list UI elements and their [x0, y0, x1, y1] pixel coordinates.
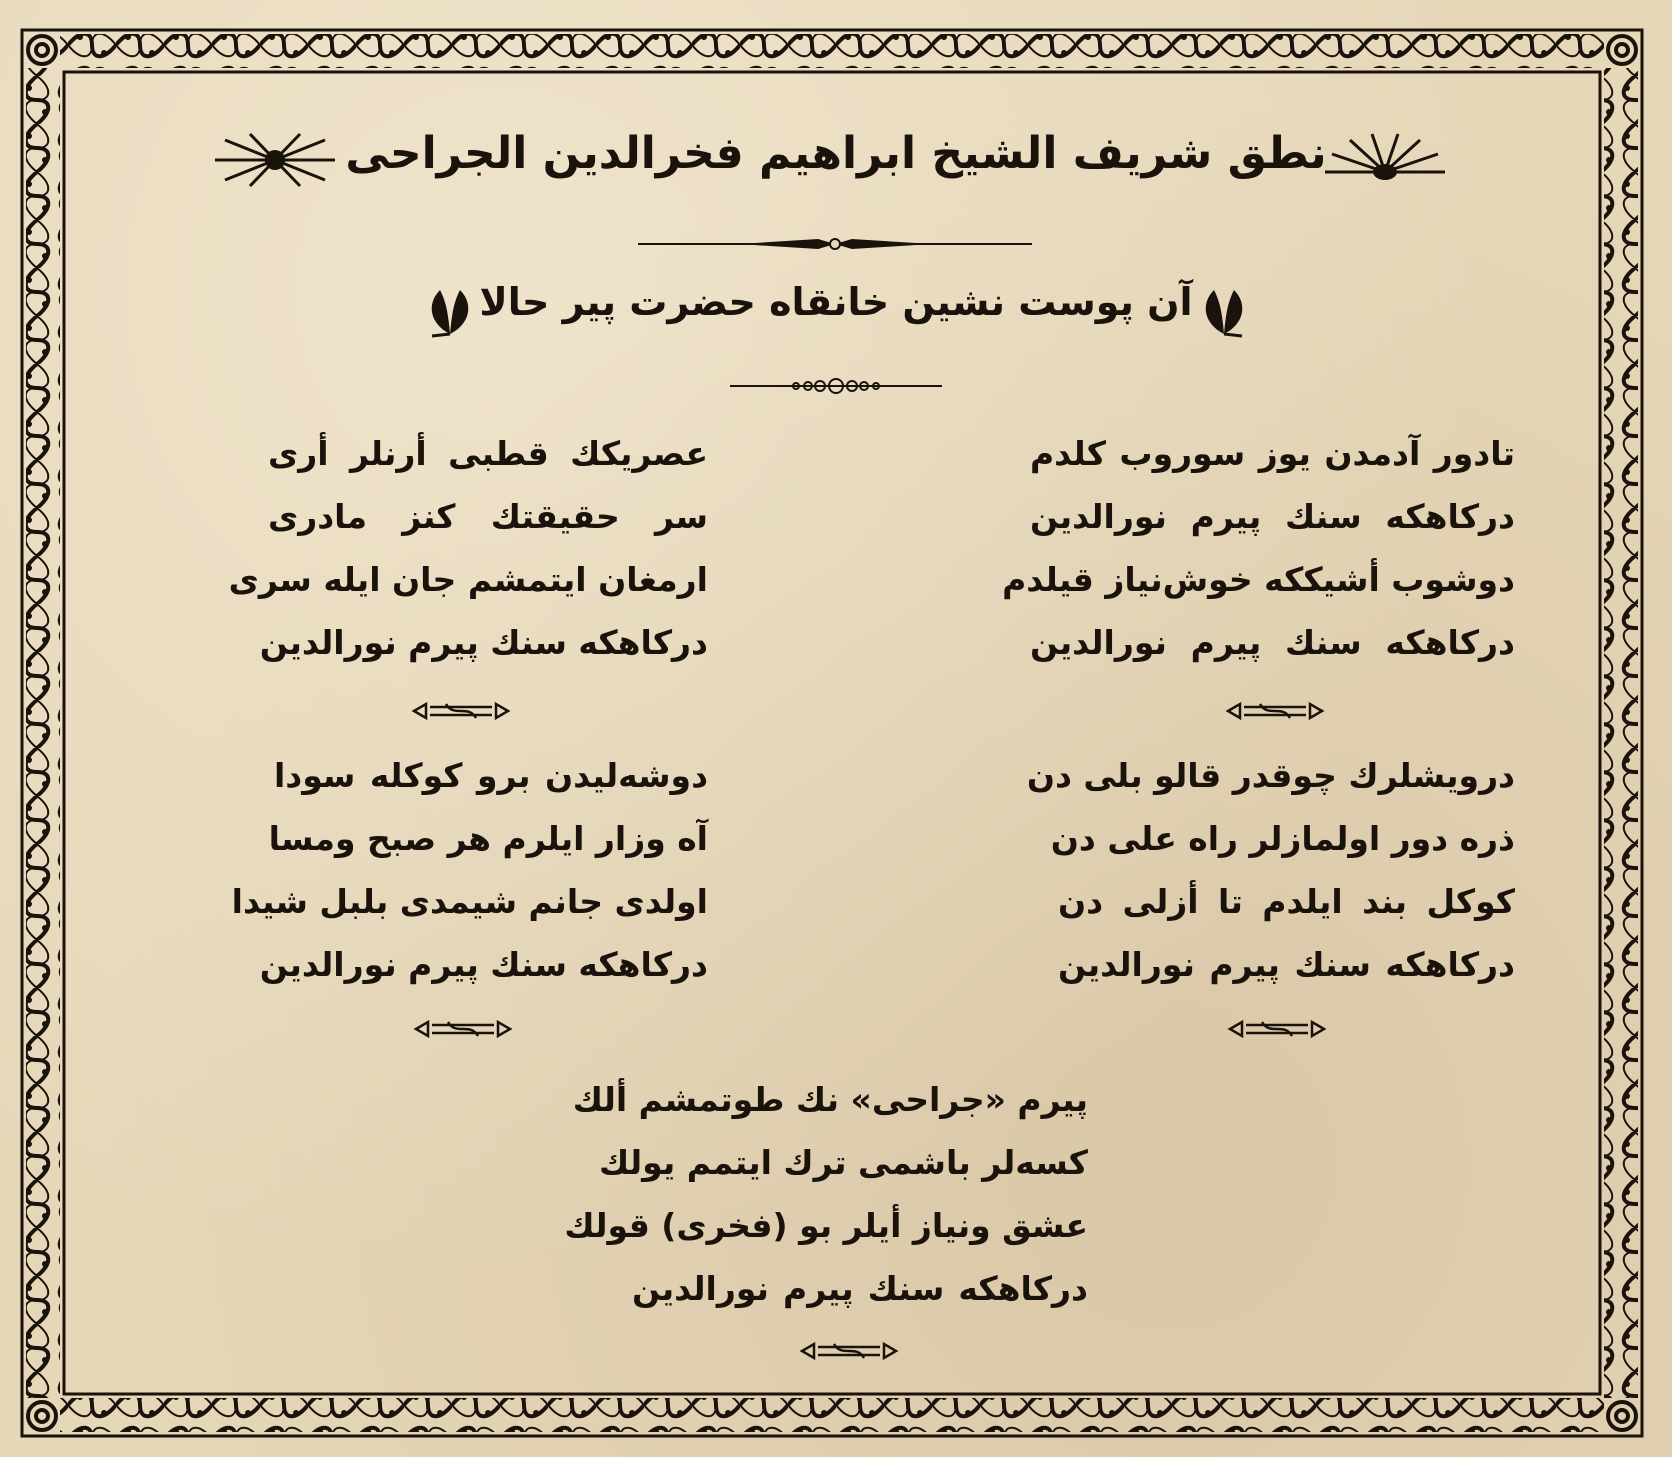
- stanza-separator: [1220, 700, 1330, 722]
- stanza-5: [564, 1068, 1088, 1320]
- verse-line: ارمغان ایتمشم جان ایله سری: [228, 560, 708, 599]
- verse-line: دركاهكه سنك پیرم نورالدین: [259, 623, 708, 662]
- subtitle-divider: [730, 376, 942, 396]
- verse-line: دركاهكه سنك پیرم نورالدین: [259, 945, 708, 984]
- verse-line: اولدی جانم شیمدی بلبل شیدا: [231, 882, 708, 921]
- verse-line: درویشلرك چوقدر قالو بلی دن: [1026, 756, 1515, 795]
- stanza-1: [1002, 422, 1515, 674]
- verse-line: تادور آدمدن یوز سوروب كلدم: [1030, 434, 1515, 473]
- title-divider: [638, 236, 1032, 252]
- verse-line: عصریكك قطبی أرنلر أری: [268, 434, 708, 473]
- verse-line: پیرم «جراحی» نك طوتمشم ألك: [572, 1080, 1088, 1119]
- stanza-2: [228, 422, 708, 674]
- verse-line: سر حقیقتك كنز مادری: [268, 497, 708, 536]
- final-separator: [794, 1340, 904, 1362]
- rosette-ornament-right: [1320, 132, 1450, 188]
- verse-line: دركاهكه سنك پیرم نورالدین: [1030, 497, 1515, 536]
- verse-line: كسه‌لر باشمی ترك ایتمم یولك: [599, 1143, 1088, 1182]
- verse-line: دركاهكه سنك پیرم نورالدین: [1058, 945, 1515, 984]
- page-title: نطق شریف الشیخ ابراهیم فخرالدین الجراحی: [345, 128, 1327, 179]
- verse-line: آه وزار ایلرم هر صبح ومسا: [268, 819, 708, 858]
- verse-line: دركاهكه سنك پیرم نورالدین: [1030, 623, 1515, 662]
- verse-line: دوشه‌لیدن برو كوكله سودا: [274, 756, 708, 795]
- stanza-4: [231, 744, 708, 996]
- stanza-separator: [1222, 1018, 1332, 1040]
- leaf-ornament-right: [1196, 284, 1252, 338]
- stanza-separator: [408, 1018, 518, 1040]
- page-subtitle: آن پوست نشین خانقاه حضرت پیر حالا: [479, 280, 1193, 324]
- verse-line: دوشوب أشیككه خوش‌نیاز قیلدم: [1002, 560, 1515, 599]
- verse-line: دركاهكه سنك پیرم نورالدین: [632, 1269, 1088, 1308]
- verse-line: ذره دور اولمازلر راه علی دن: [1050, 819, 1515, 858]
- stanza-3: [1026, 744, 1515, 996]
- verse-line: عشق ونیاز أیلر بو (فخری) قولك: [564, 1206, 1088, 1245]
- stanza-separator: [406, 700, 516, 722]
- verse-line: كوكل بند ایلدم تا أزلی دن: [1058, 882, 1515, 921]
